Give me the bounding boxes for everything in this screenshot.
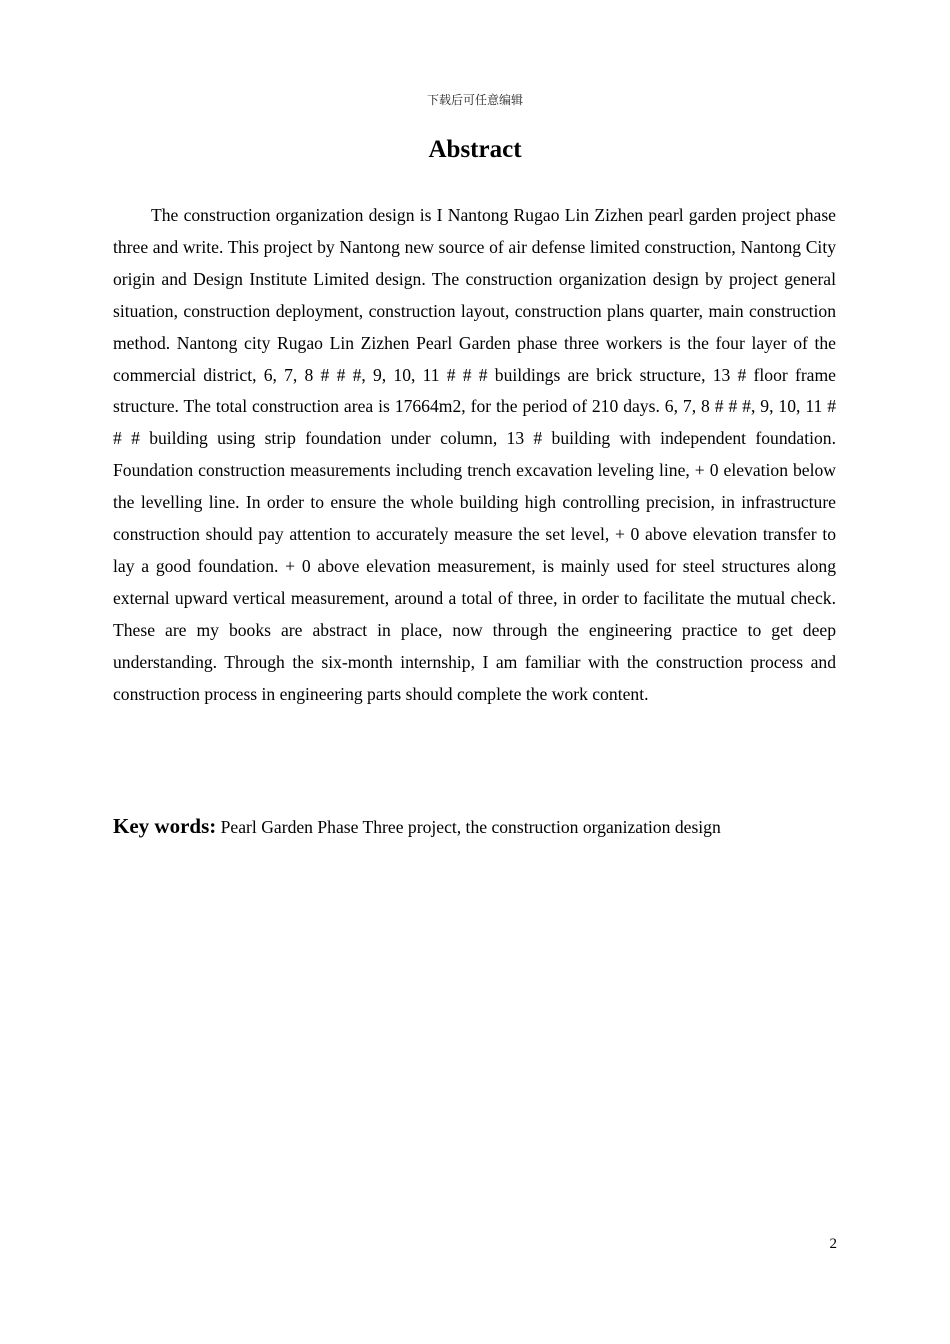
page-number: 2 bbox=[829, 1236, 837, 1252]
header-note: 下载后可任意编辑 bbox=[426, 93, 523, 107]
keywords-text: Pearl Garden Phase Three project, the construction organization design bbox=[216, 817, 721, 837]
abstract-body: The construction organization design is I Nantong Rugao Lin Zizhen pearl garden project phase three and write. This project by Nantong new source of air defense limited construction, Nantong City origin and Design Institute Limited design. The construction organization design by project general situation, construction deployment, construction layout, construction plans quarter, main construction method. Nantong city Rugao Lin Zizhen Pearl Garden phase three workers is the four layer of the commercial district, 6, 7, 8 # # #, 9, 10, 11 # # # buildings are brick structure, 13 # floor frame structure. The total construction area is 17664m2, for the period of 210 days. 6, 7, 8 # # #, 9, 10, 11 # # # building using strip foundation under column, 13 # building with independent foundation. Foundation construction measurements including trench excavation leveling line, + 0 elevation below the levelling line. In order to ensure the whole building high controlling precision, in infrastructure construction should pay attention to accurately measure the set level, + 0 above elevation transfer to lay a good foundation. + 0 above elevation measurement, is mainly used for steel structures along external upward vertical measurement, around a total of three, in order to facilitate the mutual check. These are my books are abstract in place, now through the engineering practice to get deep understanding. Through the six-month internship, I am familiar with the construction process and construction process in engineering parts should complete the work content. bbox=[113, 205, 836, 704]
keywords-line bbox=[113, 810, 836, 843]
abstract-title: Abstract bbox=[428, 136, 522, 163]
keywords-label: Key words: bbox=[113, 814, 217, 838]
